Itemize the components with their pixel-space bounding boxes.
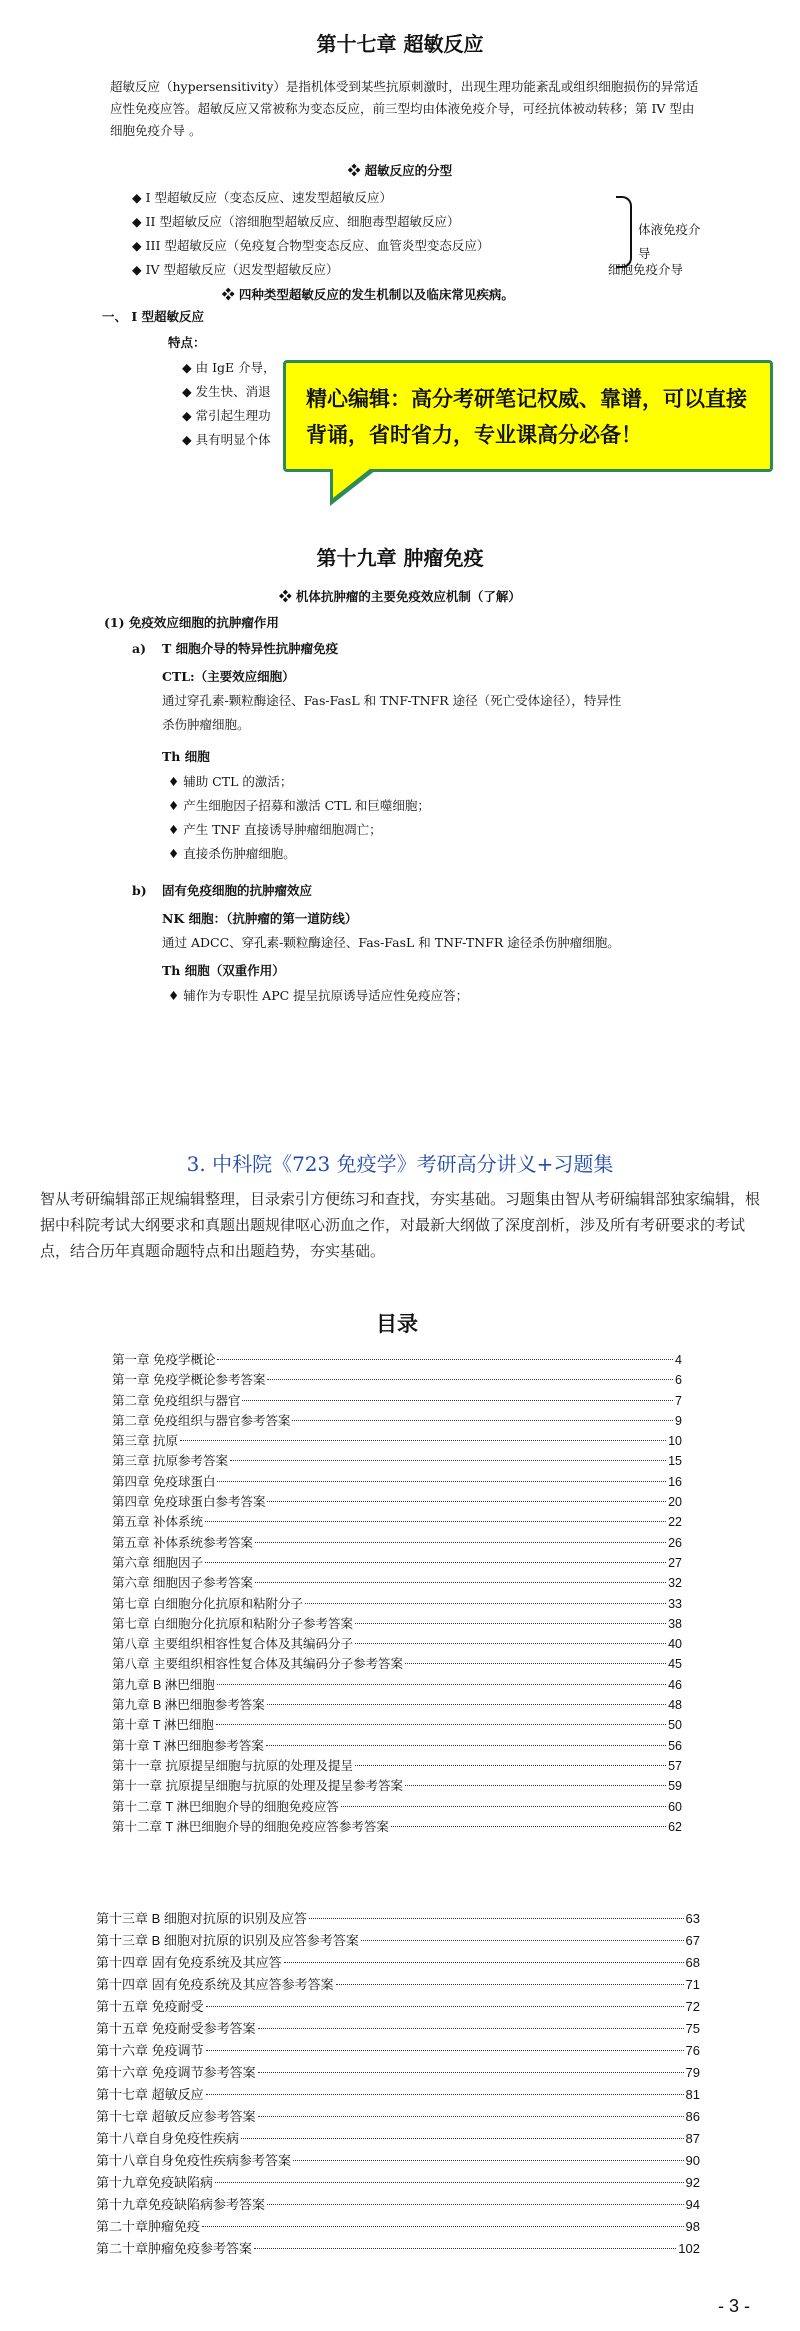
toc-entry-title: 第十六章 免疫调节 (96, 2043, 204, 2058)
section-type1: 一、 I 型超敏反应 (102, 309, 205, 324)
toc-page-number: 92 (685, 2175, 700, 2190)
th-list (168, 770, 430, 866)
toc-entry[interactable] (112, 1776, 682, 1796)
type-item: II 型超敏反应（溶细胞型超敏反应、细胞毒型超敏反应） (145, 214, 460, 229)
bullet-icon: ◆ (182, 384, 196, 399)
classification-heading: ❖ 超敏反应的分型 (347, 163, 453, 178)
toc-leader-dots (284, 1962, 684, 1963)
ctl-desc: 通过穿孔素-颗粒酶途径、Fas-FasL 和 TNF-TNFR 途径（死亡受体途径），特异性 (162, 693, 622, 708)
toc-leader-dots (217, 1684, 666, 1685)
toc-leader-dots (405, 1663, 666, 1664)
toc-entry[interactable] (96, 1908, 700, 1930)
th-item: 辅助 CTL 的激活； (183, 774, 293, 789)
toc-leader-dots (267, 1704, 666, 1705)
toc-entry[interactable] (96, 2216, 700, 2238)
toc-list-1 (112, 1350, 682, 1837)
toc-leader-dots (336, 1984, 684, 1985)
chapter17-title: 第十七章 超敏反应 (316, 32, 484, 56)
toc-page-number: 32 (668, 1576, 682, 1591)
toc-list-2 (96, 1908, 700, 2260)
item-b-marker: b) (132, 883, 147, 898)
item-a-marker: a) (132, 641, 147, 656)
toc-entry-title: 第十五章 免疫耐受参考答案 (96, 2021, 256, 2036)
toc-leader-dots (216, 1724, 666, 1725)
bullet-icon: ◆ (182, 432, 196, 447)
toc-page-number: 87 (685, 2131, 700, 2146)
toc-page-number: 16 (668, 1474, 682, 1489)
toc-page-number: 71 (685, 1977, 700, 1992)
toc-leader-dots (309, 1918, 684, 1919)
toc-entry-title: 第七章 白细胞分化抗原和粘附分子 (112, 1596, 303, 1611)
toc-leader-dots (217, 1481, 666, 1482)
toc-page-number: 48 (668, 1698, 682, 1713)
toc-entry[interactable] (112, 1594, 682, 1614)
toc-page-number: 50 (668, 1718, 682, 1733)
toc-entry[interactable] (96, 2018, 700, 2040)
toc-entry-title: 第九章 B 淋巴细胞参考答案 (112, 1698, 265, 1713)
toc-entry-title: 第十四章 固有免疫系统及其应答 (96, 1955, 282, 1970)
toc-entry[interactable] (96, 2128, 700, 2150)
toc-leader-dots (180, 1440, 666, 1441)
toc-entry[interactable] (112, 1573, 682, 1593)
toc-page-number: 75 (685, 2021, 700, 2036)
toc-leader-dots (405, 1785, 666, 1786)
toc-page-number: 45 (668, 1657, 682, 1672)
toc-leader-dots (267, 2204, 684, 2205)
toc-part-1 (112, 1308, 682, 1837)
toc-entry[interactable] (96, 2194, 700, 2216)
toc-entry-title: 第十一章 抗原提呈细胞与抗原的处理及提呈参考答案 (112, 1779, 403, 1794)
th2-item: 辅作为专职性 APC 提呈抗原诱导适应性免疫应答； (183, 988, 469, 1003)
toc-page-number: 94 (685, 2197, 700, 2212)
toc-page-number: 63 (685, 1911, 700, 1926)
toc-entry-title: 第十七章 超敏反应参考答案 (96, 2109, 256, 2124)
promo-callout: 精心编辑：高分考研笔记权威、靠谱，可以直接背诵，省时省力，专业课高分必备！ (283, 360, 773, 472)
toc-entry[interactable] (112, 1817, 682, 1837)
toc-leader-dots (391, 1826, 666, 1827)
toc-entry-title: 第十三章 B 细胞对抗原的识别及应答 (96, 1911, 307, 1926)
toc-entry-title: 第十八章自身免疫性疾病参考答案 (96, 2153, 292, 2168)
toc-leader-dots (266, 1745, 666, 1746)
toc-leader-dots (215, 2182, 684, 2183)
type-item: III 型超敏反应（免疫复合物型变态反应、血管炎型变态反应） (145, 238, 490, 253)
toc-page-number: 68 (685, 1955, 700, 1970)
toc-leader-dots (206, 2094, 684, 2095)
toc-entry[interactable] (96, 2040, 700, 2062)
toc-page-number: 40 (668, 1637, 682, 1652)
toc-page-number: 22 (668, 1515, 682, 1530)
toc-entry-title: 第十三章 B 细胞对抗原的识别及应答参考答案 (96, 1933, 359, 1948)
toc-page-number: 15 (668, 1454, 682, 1469)
toc-page-number: 90 (685, 2153, 700, 2168)
toc-entry[interactable] (112, 1411, 682, 1431)
toc-entry[interactable] (112, 1715, 682, 1735)
toc-page-number: 98 (685, 2219, 700, 2234)
toc-entry[interactable] (112, 1797, 682, 1817)
toc-entry-title: 第一章 免疫学概论参考答案 (112, 1373, 266, 1388)
chapter19-page (92, 528, 708, 1068)
cellular-label: 细胞免疫介导 (608, 262, 684, 277)
toc-entry-title: 第二章 免疫组织与器官参考答案 (112, 1413, 291, 1428)
toc-page-number: 62 (668, 1819, 682, 1834)
toc-entry[interactable] (112, 1533, 682, 1553)
item-a-title: T 细胞介导的特异性抗肿瘤免疫 (162, 641, 339, 656)
bullet-icon: ♦ (168, 798, 184, 813)
bullet-icon: ♦ (168, 822, 184, 837)
nk-label: NK 细胞：（抗肿瘤的第一道防线） (162, 911, 358, 926)
feature-item: 常引起生理功 (195, 408, 271, 423)
toc-entry[interactable] (112, 1695, 682, 1715)
chapter17-intro: 超敏反应（hypersensitivity）是指机体受到某些抗原刺激时，出现生理功能紊乱或组织细胞损伤的异常适应性免疫应答。超敏反应又常被称为变态反应，前三型均由体液免疫介导，可经抗体被动转移；第 IV 型由细胞免疫介导 。 (110, 79, 699, 138)
th2-label: Th 细胞（双重作用） (162, 963, 285, 978)
feature-item: 发生快、消退 (195, 384, 271, 399)
toc-entry[interactable] (96, 2062, 700, 2084)
toc-page-number: 33 (668, 1596, 682, 1611)
toc-leader-dots (202, 2226, 684, 2227)
th-label: Th 细胞 (162, 749, 210, 764)
type-item: IV 型超敏反应（迟发型超敏反应） (145, 262, 339, 277)
toc-leader-dots (293, 2160, 684, 2161)
section3-title: 3. 中科院《723 免疫学》考研高分讲义+习题集 (186, 1152, 614, 1176)
toc-entry-title: 第五章 补体系统 (112, 1515, 203, 1530)
toc-entry-title: 第十章 T 淋巴细胞参考答案 (112, 1738, 264, 1753)
toc-entry-title: 第十九章免疫缺陷病 (96, 2175, 214, 2190)
toc-entry-title: 第十七章 超敏反应 (96, 2087, 204, 2102)
toc-entry[interactable] (112, 1451, 682, 1471)
toc-entry-title: 第一章 免疫学概论 (112, 1353, 216, 1367)
toc-leader-dots (258, 2116, 684, 2117)
toc-leader-dots (241, 2138, 684, 2139)
feature-item: 具有明显个体 (195, 432, 271, 447)
toc-entry-title: 第十二章 T 淋巴细胞介导的细胞免疫应答参考答案 (112, 1819, 389, 1834)
toc-entry-title: 第五章 补体系统参考答案 (112, 1535, 253, 1550)
toc-page-number: 59 (668, 1779, 682, 1794)
ctl-label: CTL:（主要效应细胞） (162, 669, 295, 684)
toc-page-number: 26 (668, 1535, 682, 1550)
toc-entry-title: 第十四章 固有免疫系统及其应答参考答案 (96, 1977, 334, 1992)
toc-entry[interactable] (96, 1974, 700, 1996)
toc-entry-title: 第十一章 抗原提呈细胞与抗原的处理及提呈 (112, 1758, 353, 1773)
toc-entry-title: 第二十章肿瘤免疫参考答案 (96, 2241, 253, 2256)
toc-entry[interactable] (112, 1654, 682, 1674)
toc-page-number: 79 (685, 2065, 700, 2080)
toc-entry-title: 第六章 细胞因子参考答案 (112, 1576, 253, 1591)
toc-page-number: 86 (685, 2109, 700, 2124)
toc-page-number: 9 (675, 1413, 682, 1428)
toc-leader-dots (242, 1400, 673, 1401)
bullet-icon: ◆ (132, 214, 146, 229)
toc-leader-dots (217, 1359, 673, 1360)
bullet-icon: ◆ (132, 262, 146, 277)
toc-entry[interactable] (112, 1512, 682, 1532)
toc-title: 目录 (376, 1313, 418, 1336)
toc-entry-title: 第四章 免疫球蛋白 (112, 1474, 216, 1489)
toc-entry[interactable] (112, 1472, 682, 1492)
toc-entry[interactable] (112, 1431, 682, 1451)
toc-page-number: 60 (668, 1799, 682, 1814)
mechanism-heading: ❖ 机体抗肿瘤的主要免疫效应机制（了解） (279, 589, 521, 604)
bullet-icon: ◆ (132, 190, 146, 205)
toc-leader-dots (205, 1562, 666, 1563)
toc-entry[interactable] (96, 2150, 700, 2172)
toc-part-2 (96, 1908, 700, 2260)
toc-entry[interactable] (112, 1350, 682, 1370)
feature-list (182, 356, 276, 452)
toc-entry-title: 第三章 抗原 (112, 1434, 178, 1449)
th-item: 产生 TNF 直接诱导肿瘤细胞凋亡； (183, 822, 382, 837)
toc-entry-title: 第十二章 T 淋巴细胞介导的细胞免疫应答 (112, 1799, 339, 1814)
toc-page-number: 76 (685, 2043, 700, 2058)
toc-entry-title: 第十五章 免疫耐受 (96, 1999, 204, 2014)
toc-entry[interactable] (112, 1370, 682, 1390)
nk-desc: 通过 ADCC、穿孔素-颗粒酶途径、Fas-FasL 和 TNF-TNFR 途径杀伤肿瘤细胞。 (162, 935, 620, 950)
toc-page-number: 38 (668, 1616, 682, 1631)
toc-entry-title: 第七章 白细胞分化抗原和粘附分子参考答案 (112, 1616, 353, 1631)
th-item: 产生细胞因子招募和激活 CTL 和巨噬细胞； (183, 798, 430, 813)
page-number: - 3 - (718, 2296, 751, 2316)
toc-entry-title: 第十章 T 淋巴细胞 (112, 1718, 214, 1733)
toc-entry[interactable] (96, 1996, 700, 2018)
toc-entry-title: 第六章 细胞因子 (112, 1555, 203, 1570)
toc-leader-dots (305, 1603, 666, 1604)
type-item: I 型超敏反应（变态反应、速发型超敏反应） (145, 190, 393, 205)
features-label: 特点： (168, 335, 206, 350)
toc-leader-dots (267, 1379, 673, 1380)
toc-entry-title: 第十八章自身免疫性疾病 (96, 2131, 240, 2146)
bullet-icon: ♦ (168, 774, 184, 789)
toc-leader-dots (206, 2050, 684, 2051)
toc-page-number: 6 (675, 1373, 682, 1388)
toc-entry[interactable] (96, 1930, 700, 1952)
toc-entry-title: 第十九章免疫缺陷病参考答案 (96, 2197, 266, 2212)
toc-entry-title: 第三章 抗原参考答案 (112, 1454, 228, 1469)
toc-entry[interactable] (96, 2106, 700, 2128)
bullet-icon: ♦ (168, 988, 184, 1003)
toc-entry[interactable] (112, 1614, 682, 1634)
toc-entry-title: 第十六章 免疫调节参考答案 (96, 2065, 256, 2080)
bullet-icon: ◆ (182, 360, 196, 375)
toc-leader-dots (255, 1582, 666, 1583)
callout-tail-inner (333, 468, 371, 498)
toc-page-number: 46 (668, 1677, 682, 1692)
toc-page-number: 56 (668, 1738, 682, 1753)
toc-leader-dots (355, 1765, 666, 1766)
toc-page-number: 102 (678, 2241, 700, 2256)
toc-entry[interactable] (112, 1553, 682, 1573)
toc-entry-title: 第二章 免疫组织与器官 (112, 1393, 241, 1408)
type-list (132, 186, 592, 282)
toc-entry-title: 第八章 主要组织相容性复合体及其编码分子参考答案 (112, 1657, 403, 1672)
toc-leader-dots (355, 1623, 666, 1624)
toc-leader-dots (267, 1501, 666, 1502)
toc-page-number: 57 (668, 1758, 682, 1773)
toc-entry[interactable] (112, 1492, 682, 1512)
toc-page-number: 4 (675, 1353, 682, 1367)
mechanism-heading: ❖ 四种类型超敏反应的发生机制以及临床常见疾病。 (222, 287, 514, 302)
subsection-1: (1) 免疫效应细胞的抗肿瘤作用 (104, 615, 279, 630)
toc-entry-title: 第二十章肿瘤免疫 (96, 2219, 201, 2234)
toc-page-number: 7 (675, 1393, 682, 1408)
toc-page-number: 81 (685, 2087, 700, 2102)
toc-leader-dots (205, 1521, 666, 1522)
toc-entry[interactable] (96, 2238, 700, 2260)
bullet-icon: ◆ (132, 238, 146, 253)
toc-leader-dots (258, 2028, 684, 2029)
toc-entry-title: 第九章 B 淋巴细胞 (112, 1677, 215, 1692)
chapter19-title: 第十九章 肿瘤免疫 (316, 546, 484, 570)
toc-leader-dots (258, 2072, 684, 2073)
toc-leader-dots (355, 1643, 666, 1644)
toc-leader-dots (361, 1940, 684, 1941)
toc-entry[interactable] (96, 1952, 700, 1974)
toc-leader-dots (292, 1420, 673, 1421)
toc-leader-dots (230, 1460, 666, 1461)
bullet-icon: ◆ (182, 408, 196, 423)
feature-item: 由 IgE 介导， (195, 360, 276, 375)
toc-entry[interactable] (96, 2172, 700, 2194)
toc-leader-dots (255, 1542, 666, 1543)
ctl-desc-2: 杀伤肿瘤细胞。 (162, 717, 250, 732)
section3-description: 智从考研编辑部正规编辑整理，目录索引方便练习和查找，夯实基础。习题集由智从考研编辑部独家编辑，根据中科院考试大纲要求和真题出题规律呕心沥血之作，对最新大纲做了深度剖析，涉及所有考研要求的考试点，结合历年真题命题特点和出题趋势，夯实基础。 (40, 1190, 761, 1260)
toc-page-number: 27 (668, 1555, 682, 1570)
toc-entry[interactable] (112, 1756, 682, 1776)
th-item: 直接杀伤肿瘤细胞。 (183, 846, 296, 861)
th2-item-row (168, 984, 468, 1008)
toc-entry-title: 第四章 免疫球蛋白参考答案 (112, 1495, 266, 1510)
item-b-title: 固有免疫细胞的抗肿瘤效应 (162, 883, 313, 898)
toc-entry-title: 第八章 主要组织相容性复合体及其编码分子 (112, 1637, 353, 1652)
toc-page-number: 20 (668, 1495, 682, 1510)
toc-entry[interactable] (96, 2084, 700, 2106)
toc-page-number: 72 (685, 1999, 700, 2014)
toc-leader-dots (254, 2248, 676, 2249)
bullet-icon: ♦ (168, 846, 184, 861)
humoral-label: 体液免疫介导 (638, 222, 701, 261)
toc-entry[interactable] (112, 1736, 682, 1756)
toc-leader-dots (341, 1806, 666, 1807)
toc-page-number: 67 (685, 1933, 700, 1948)
toc-entry[interactable] (112, 1391, 682, 1411)
toc-entry[interactable] (112, 1675, 682, 1695)
toc-entry[interactable] (112, 1634, 682, 1654)
toc-page-number: 10 (668, 1434, 682, 1449)
toc-leader-dots (206, 2006, 684, 2007)
